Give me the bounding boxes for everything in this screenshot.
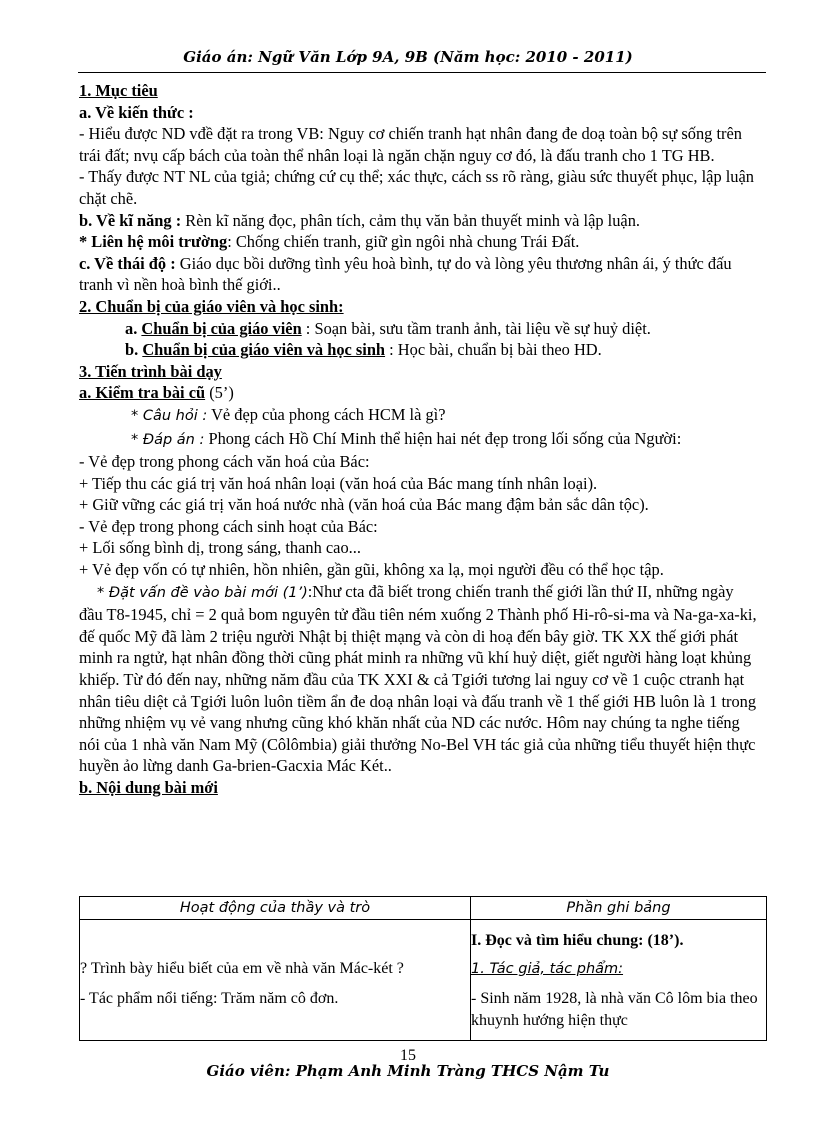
section-1b-heading: b. Về kĩ năng :	[79, 210, 182, 230]
answer-item: + Giữ vững các giá trị văn hoá nước nhà (văn hoá của Bác mang đậm bản sắc dân tộc).	[79, 495, 649, 515]
environment-note	[79, 231, 759, 253]
activity-question: ? Trình bày hiểu biết của em về nhà văn Mác-két ?	[80, 960, 404, 977]
question-text: Vẻ đẹp của phong cách HCM là gì?	[207, 404, 446, 424]
question-label: * Câu hỏi :	[131, 407, 208, 424]
activities-cell	[80, 920, 471, 1041]
answer-item: + Lối sống bình dị, trong sáng, thanh cao...	[79, 538, 361, 558]
answer-item: + Tiếp thu các giá trị văn hoá nhân loại (văn hoá của Bác mang tính nhân loại).	[79, 473, 598, 493]
table-row	[80, 920, 767, 1041]
board-text: - Sinh năm 1928, là nhà văn Cô lôm bia theo khuynh hướng hiện thực	[471, 990, 758, 1029]
section-3a-time: (5’)	[205, 383, 234, 403]
document-body	[79, 80, 759, 799]
table-header-activities: Hoạt động của thầy và trò	[80, 897, 471, 920]
environment-text: : Chống chiến tranh, giữ gìn ngôi nhà chung Trái Đất.	[227, 232, 580, 252]
section-1a-paragraph-2: - Thấy được NT NL của tgiả; chứng cứ cụ thể; xác thực, cách ss rõ ràng, giàu sức thuyết phục, lập luận chặt chẽ.	[79, 167, 754, 208]
section-3-heading: 3. Tiến trình bài dạy	[79, 361, 222, 381]
question-line	[79, 404, 759, 428]
table-header-row	[80, 897, 767, 920]
table-header-board-notes: Phần ghi bảng	[471, 897, 767, 920]
board-notes-cell	[471, 920, 767, 1041]
environment-heading: * Liên hệ môi trường	[79, 232, 228, 252]
page-header: Giáo án: Ngữ Văn Lớp 9A, 9B (Năm học: 2010 - 2011)	[183, 48, 633, 66]
section-1c-heading: c. Về thái độ :	[79, 253, 176, 273]
section-2a-text: : Soạn bài, sưu tầm tranh ảnh, tài liệu về sự huỷ diệt.	[301, 318, 651, 338]
activity-note: - Tác phẩm nổi tiếng: Trăm năm cô đơn.	[80, 990, 339, 1007]
lesson-intro-text: :Như cta đã biết trong chiến tranh thế giới lần thứ II, những ngày đầu T8-1945, chỉ = 2 quả bom nguyên tử đầu tiên ném xuống 2 Thành phố Hi-rô-si-ma và Na-ga-xa-ki, đế quốc Mỹ đã làm 2 triệu người Nhật bị thiệt mạng và còn di hoạ đến bây giờ. TK XX thế giới phát minh ra ngtử, hạt nhân đồng thời cũng phát minh ra những vũ khí huỷ diệt, giết người hàng loạt khủng khiếp. Từ đó đến nay, những năm đầu của TK XXI & cả Tgiới tương lai nguy cơ về 1 cuộc ctranh hạt nhân tiêu diệt cả Tgiới luôn luôn tiềm ẩn đe doạ nhân loại và đấu tranh về 1 thế giới HB luôn là 1 trong những nhiệm vụ vẻ vang nhưng cũng khó khăn nhất của ND các nước. Hôm nay chúng ta nghe tiếng nói của 1 nhà văn Nam Mỹ (Côlômbia) giải thưởng No-Bel VH tác giả của những tiểu thuyết hiện thực huyền ảo lừng danh Ga-brien-Gacxia Mác Két..	[79, 581, 757, 776]
board-subheading-wrap	[471, 958, 766, 980]
section-1-heading: 1. Mục tiêu	[79, 81, 158, 100]
page-number: 15	[400, 1047, 416, 1064]
section-2a	[79, 318, 759, 340]
section-1a-paragraph-1: - Hiểu được ND vđề đặt ra trong VB: Nguy cơ chiến tranh hạt nhân đang đe doạ toàn bộ sự sống trên trái đất; nvụ cấp bách của toàn thể nhân loại là ngăn chặn nguy cơ đó, là đấu tranh cho 1 TG HB.	[79, 124, 742, 165]
board-heading: I. Đọc và tìm hiểu chung: (18’).	[471, 932, 684, 949]
section-2b	[79, 339, 759, 361]
section-3a	[79, 382, 759, 404]
board-subheading: 1. Tác giả, tác phẩm:	[471, 961, 624, 977]
answer-item: - Vẻ đẹp trong phong cách văn hoá của Bác:	[79, 452, 370, 472]
section-1c-text: Giáo dục bồi dưỡng tình yêu hoà bình, tự do và lòng yêu thương nhân ái, ý thức đấu tranh vì nền hoà bình thế giới..	[79, 253, 732, 295]
lesson-intro-label: * Đặt vấn đề vào bài mới (1’)	[97, 584, 308, 601]
answer-item: - Vẻ đẹp trong phong cách sinh hoạt của Bác:	[79, 516, 378, 536]
section-2a-heading: Chuẩn bị của giáo viên	[141, 318, 302, 338]
section-3a-heading: a. Kiểm tra bài cũ	[79, 383, 206, 403]
section-2-heading: 2. Chuẩn bị của giáo viên và học sinh:	[79, 296, 344, 316]
answer-text: Phong cách Hồ Chí Minh thể hiện hai nét đẹp trong lối sống của Người:	[204, 428, 682, 448]
section-2b-prefix: b.	[125, 340, 143, 360]
section-2a-prefix: a.	[125, 318, 142, 338]
answer-item: + Vẻ đẹp vốn có tự nhiên, hồn nhiên, gần gũi, không xa lạ, mọi người đều có thể học tập.	[79, 560, 664, 580]
page-footer: Giáo viên: Phạm Anh Minh Tràng THCS Nậm Tu	[206, 1062, 610, 1080]
answer-line	[79, 428, 759, 452]
header-rule	[78, 72, 766, 73]
section-1a-heading: a. Về kiến thức :	[79, 102, 194, 122]
section-2b-text: : Học bài, chuẩn bị bài theo HD.	[385, 340, 602, 360]
lesson-intro	[79, 581, 759, 777]
section-3b-heading: b. Nội dung bài mới	[79, 778, 218, 797]
lesson-table	[79, 896, 767, 1041]
section-1c	[79, 253, 759, 296]
section-1b-text: Rèn kĩ năng đọc, phân tích, cảm thụ văn bản thuyết minh và lập luận.	[181, 210, 640, 230]
answer-label: * Đáp án :	[131, 431, 205, 448]
section-2b-heading: Chuẩn bị của giáo viên và học sinh	[142, 340, 386, 360]
section-1b	[79, 210, 759, 232]
